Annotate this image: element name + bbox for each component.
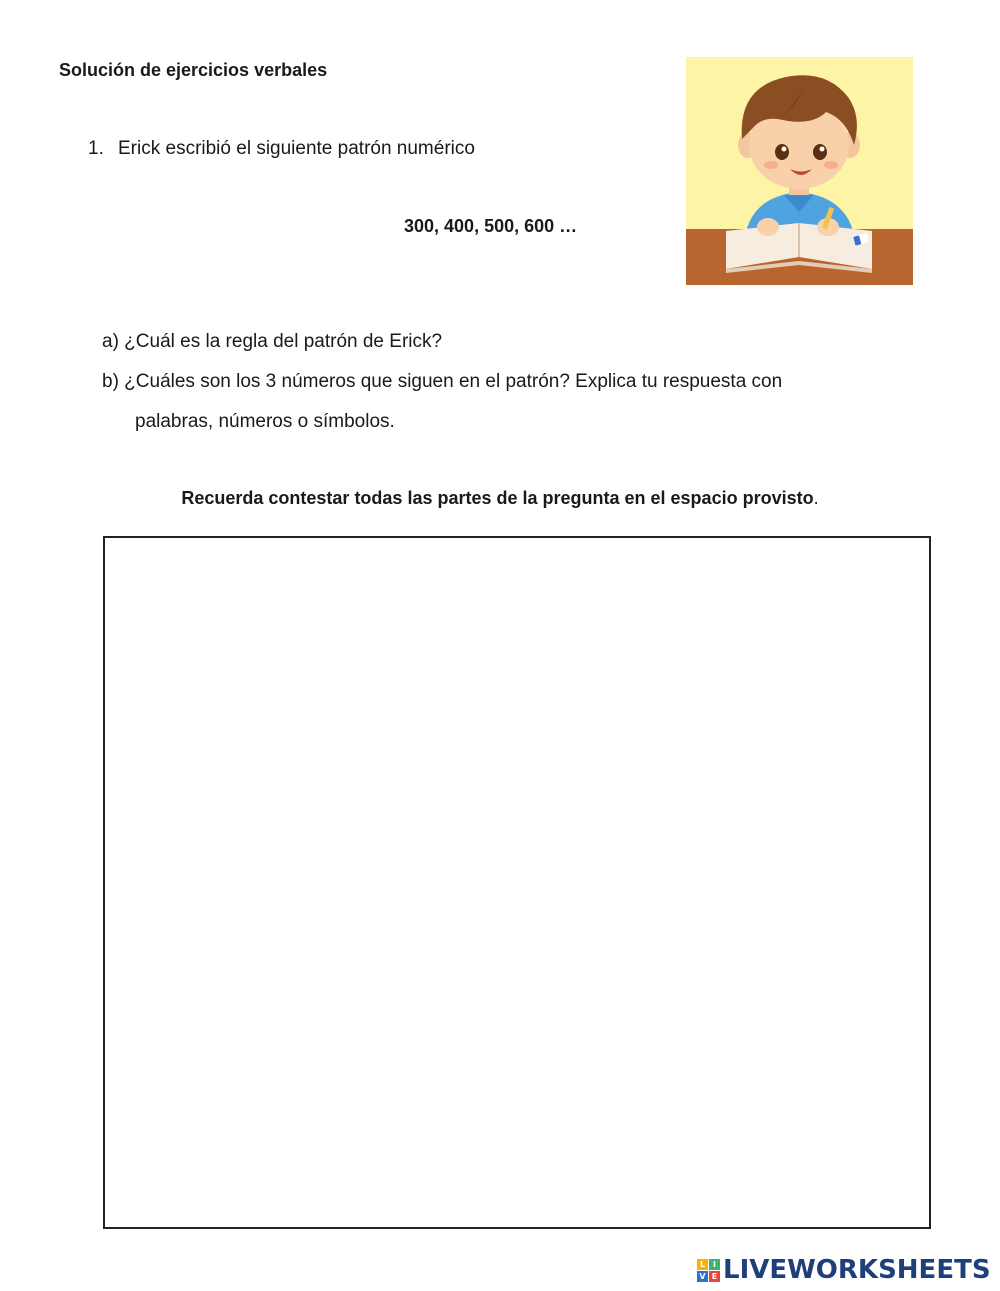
- logo-mark-letter: E: [709, 1271, 720, 1282]
- question-text: Erick escribió el siguiente patrón numérico: [118, 138, 475, 159]
- liveworksheets-logo: [697, 1255, 991, 1285]
- number-pattern: 300, 400, 500, 600 …: [404, 216, 578, 236]
- reminder-instruction: [0, 488, 1000, 509]
- logo-mark-letter: V: [697, 1271, 708, 1282]
- logo-mark-letter: L: [697, 1259, 708, 1270]
- reminder-text: Recuerda contestar todas las partes de la pregunta en el espacio provisto: [181, 488, 814, 508]
- sub-question-a: a) ¿Cuál es la regla del patrón de Erick?: [102, 331, 443, 352]
- worksheet-title: Solución de ejercicios verbales: [59, 60, 328, 80]
- answer-box[interactable]: [103, 536, 931, 1229]
- liveworksheets-logo-mark: [697, 1259, 720, 1282]
- question-number: 1.: [88, 138, 104, 159]
- sub-question-b-continued: palabras, números o símbolos.: [135, 411, 395, 432]
- question-1: [88, 138, 475, 160]
- sub-question-b: b) ¿Cuáles son los 3 números que siguen en el patrón? Explica tu respuesta con: [102, 371, 783, 392]
- logo-text: LIVEWORKSHEETS: [723, 1255, 991, 1285]
- boy-reading-book-illustration: [686, 57, 913, 285]
- logo-mark-letter: I: [709, 1259, 720, 1270]
- reminder-period: .: [813, 488, 819, 508]
